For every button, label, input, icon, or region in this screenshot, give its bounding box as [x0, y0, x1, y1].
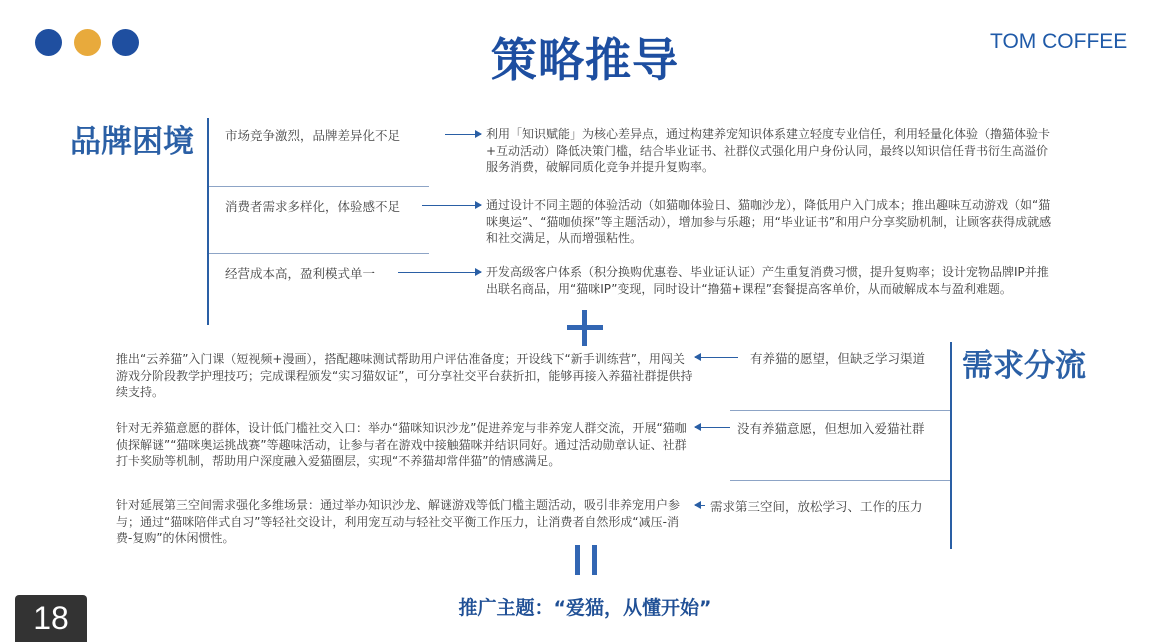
- arrow-left-icon: [695, 505, 705, 506]
- promotion-theme: 推广主题：“爱猫，从懂开始”: [458, 597, 712, 619]
- brand-dilemma-title: 品牌困境: [70, 124, 194, 160]
- divider: [209, 186, 429, 187]
- arrow-right-icon: [398, 272, 481, 273]
- brand-issue-2: 消费者需求多样化，体验感不足: [225, 199, 401, 214]
- arrow-right-icon: [422, 205, 481, 206]
- brand-solution-3: 开发高级客户体系（积分换购优惠卷、毕业证认证）产生重复消费习惯，提升复购率；设计宠物品牌IP并推出联名商品，用“猫咪IP”变现，同时设计“撸猫+课程”套餐提高客单价，从而破解成本与盈利难题。: [486, 265, 1049, 296]
- plus-icon: [567, 310, 603, 346]
- brand-solution-2: 通过设计不同主题的体验活动（如猫咖体验日、猫咖沙龙），降低用户入门成本；推出趣味互动游戏（如“猫咪奥运”、“猫咖侦探”等主题活动），增加参与乐趣；用“毕业证书”和用户分享奖励机制，让顾客获得成就感和社交满足，从而增强粘性。: [486, 198, 1052, 245]
- divider: [209, 253, 429, 254]
- demand-solution-1: 推出“云养猫”入门课（短视频+漫画），搭配趣味测试帮助用户评估准备度；开设线下“新手训练营”，用闯关游戏分阶段教学护理技巧；完成课程颁发“实习猫奴证”，可分享社交平台获折扣，能够再接入养猫社群提供持续支持。: [116, 352, 693, 399]
- divider: [730, 480, 950, 481]
- demand-issue-3: 需求第三空间，放松学习、工作的压力: [710, 499, 923, 514]
- arrow-left-icon: [695, 427, 730, 428]
- brand-issue-1: 市场竞争激烈，品牌差异化不足: [225, 128, 401, 143]
- arrow-left-icon: [695, 357, 738, 358]
- divider: [730, 410, 950, 411]
- demand-issue-1: 有养猫的愿望，但缺乏学习渠道: [750, 351, 926, 366]
- brand-dilemma-bracket: [207, 118, 209, 325]
- brand-issue-3: 经营成本高，盈利模式单一: [225, 266, 376, 281]
- page-number-badge: 18: [15, 595, 87, 642]
- arrow-right-icon: [445, 134, 481, 135]
- equals-icon: [573, 545, 599, 575]
- brand-logo-text: TOM COFFEE: [990, 30, 1128, 53]
- page-title: 策略推导: [491, 33, 679, 87]
- demand-solution-2: 针对无养猫意愿的群体，设计低门槛社交入口：举办“猫咪知识沙龙”促进养宠与非养宠人群交流，开展“猫咖侦探解谜”“猫咪奥运挑战赛”等趣味活动，让参与者在游戏中接触猫咪并结识同好。通过活动勋章认证、社群打卡奖励等机制，帮助用户深度融入爱猫圈层，实现“不养猫却常伴猫”的情感满足。: [116, 421, 687, 468]
- demand-issue-2: 没有养猫意愿，但想加入爱猫社群: [737, 421, 925, 436]
- demand-split-title: 需求分流: [962, 348, 1086, 384]
- demand-split-bracket: [950, 342, 952, 549]
- brand-solution-1: 利用「知识赋能」为核心差异点，通过构建养宠知识体系建立轻度专业信任，利用轻量化体验（撸猫体验卡+互动活动）降低决策门槛，结合毕业证书、社群仪式强化用户身份认同，最终以知识信任背书衍生高溢价服务消费，破解同质化竞争并提升复购率。: [486, 127, 1051, 174]
- demand-solution-3: 针对延展第三空间需求强化多维场景：通过举办知识沙龙、解谜游戏等低门槛主题活动，吸引非养宠用户参与；通过“猫咪陪伴式自习”等轻社交设计，利用宠互动与轻社交平衡工作压力，让消费者自然形成“减压-消费-复购”的休闲惯性。: [116, 498, 681, 545]
